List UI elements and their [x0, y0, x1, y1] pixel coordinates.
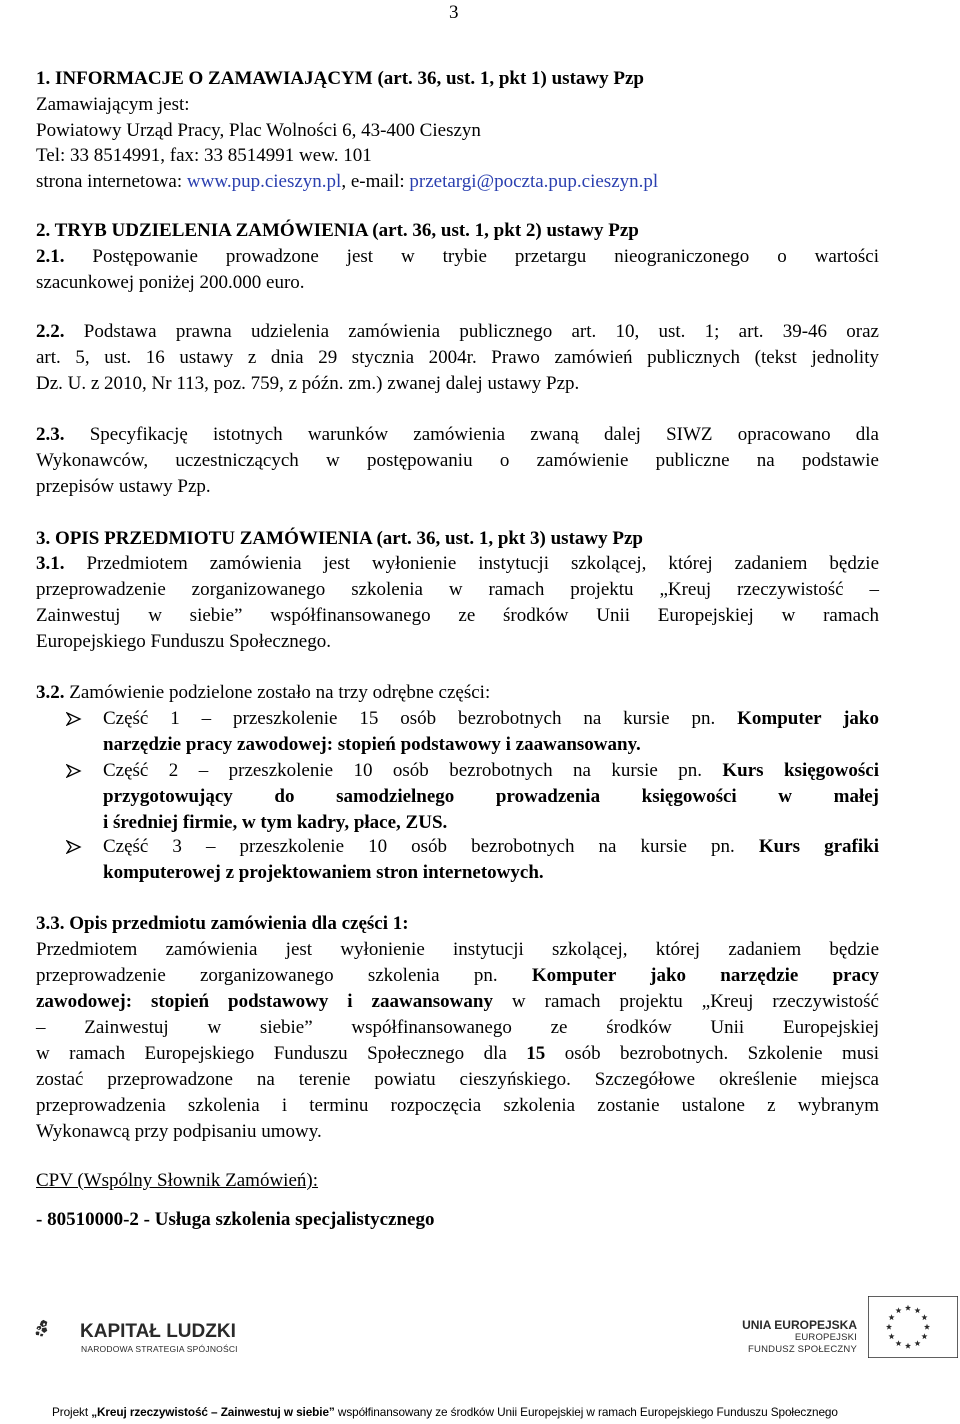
email-link[interactable]: przetargi@poczta.pup.cieszyn.pl [409, 171, 659, 192]
paragraph-2-1-line: szacunkowej poniżej 200.000 euro. [36, 272, 305, 293]
bullet-3-line [103, 834, 879, 860]
paragraph-text: w ramach Europejskiego Funduszu Społecznego dla [36, 1043, 527, 1064]
bullet-emphasis: Komputer jako [737, 708, 879, 729]
ue-fund-line: FUNDUSZ SPOŁECZNY [748, 1344, 857, 1355]
paragraph-3-1-line [36, 551, 879, 577]
footnote-text: współfinansowany ze środków Unii Europejskiej w ramach Europejskiego Funduszu Społecznego [334, 1405, 838, 1419]
paragraph-number: 3.2. [36, 682, 65, 703]
section-1-contact-line [36, 169, 658, 195]
paragraph-3-1-line: Europejskiego Funduszu Społecznego. [36, 631, 331, 652]
paragraph-3-3-heading [36, 911, 409, 937]
paragraph-3-3-line [36, 963, 879, 989]
cpv-heading: CPV (Wspólny Słownik Zamówień): [36, 1170, 319, 1191]
paragraph-2-2-line: art. 5, ust. 16 ustawy z dnia 29 stycznia 2004r. Prawo zamówień publicznych (tekst jednolity [36, 347, 879, 368]
kapital-ludzki-title: KAPITAŁ LUDZKI [80, 1321, 236, 1342]
paragraph-3-3-line: Wykonawcą przy podpisaniu umowy. [36, 1121, 322, 1142]
section-3-heading: 3. OPIS PRZEDMIOTU ZAMÓWIENIA (art. 36, ust. 1, pkt 3) ustawy Pzp [36, 528, 643, 549]
bullet-2-line: i średniej firmie, w tym kadry, płace, ZUS. [103, 812, 448, 833]
paragraph-3-3-line: – Zainwestuj w siebie” współfinansowanego ze środków Unii Europejskiej [36, 1017, 879, 1038]
bullet-emphasis: Kurs grafiki [758, 836, 879, 857]
paragraph-text: Postępowanie prowadzone jest w trybie przetargu nieograniczonego o wartości [64, 246, 879, 267]
paragraph-3-3-line [36, 1041, 879, 1067]
section-1-phone: Tel: 33 8514991, fax: 33 8514991 wew. 101 [36, 145, 372, 166]
paragraph-3-3-line: zostać przeprowadzone na terenie powiatu cieszyńskiego. Szczegółowe określenie miejsca [36, 1069, 879, 1090]
paragraph-number: 3.3. [36, 913, 65, 934]
paragraph-emphasis: 15 [526, 1043, 546, 1064]
paragraph-number: 3.1. [36, 553, 65, 574]
paragraph-number: 2.2. [36, 321, 65, 342]
paragraph-text: w ramach projektu „Kreuj rzeczywistość [492, 991, 879, 1012]
paragraph-3-3-line: przeprowadzenia szkolenia i terminu rozpoczęcia szkolenia zostanie ustalone z wybranym [36, 1095, 879, 1116]
paragraph-2-3-line [36, 422, 879, 448]
paragraph-3-3-line: Przedmiotem zamówienia jest wyłonienie instytucji szkolącej, której zadaniem będzie [36, 939, 879, 960]
ue-title: UNIA EUROPEJSKA [742, 1318, 857, 1332]
paragraph-3-1-line: Zainwestuj w siebie” współfinansowanego ze środków Unii Europejskiej w ramach [36, 605, 879, 626]
bullet-2-line: przygotowujący do samodzielnego prowadzenia księgowości w małej [103, 786, 879, 807]
arrow-bullet-icon [66, 712, 82, 726]
paragraph-text: osób bezrobotnych. Szkolenie musi [545, 1043, 879, 1064]
email-label: , e-mail: [341, 171, 410, 192]
paragraph-text: Przedmiotem zamówienia jest wyłonienie instytucji szkolącej, której zadaniem będzie [64, 553, 879, 574]
project-name: „Kreuj rzeczywistość – Zainwestuj w siebie” [91, 1405, 335, 1419]
paragraph-3-1-line: przeprowadzenie zorganizowanego szkolenia w ramach projektu „Kreuj rzeczywistość – [36, 579, 879, 600]
paragraph-2-2-line: Dz. U. z 2010, Nr 113, poz. 759, z późn. zm.) zwanej dalej ustawy Pzp. [36, 373, 580, 394]
bullet-2-line [103, 758, 879, 784]
paragraph-2-3-line: przepisów ustawy Pzp. [36, 476, 211, 497]
website-label: strona internetowa: [36, 171, 187, 192]
ue-logo-text [742, 1318, 857, 1356]
bullet-1-line [103, 706, 879, 732]
bullet-text: Część 1 – przeszkolenie 15 osób bezrobotnych na kursie pn. [103, 708, 738, 729]
paragraph-2-2-line [36, 319, 879, 345]
paragraph-2-1-line [36, 244, 879, 270]
paragraph-3-3-line [36, 989, 879, 1015]
paragraph-emphasis: Komputer jako narzędzie pracy [531, 965, 880, 986]
eu-flag-icon [868, 1296, 958, 1358]
paragraph-heading-text: Opis przedmiotu zamówienia dla części 1: [64, 913, 409, 934]
paragraph-text: Podstawa prawna udzielenia zamówienia publicznego art. 10, ust. 1; art. 39-46 oraz [64, 321, 879, 342]
section-2-heading: 2. TRYB UDZIELENIA ZAMÓWIENIA (art. 36, ust. 1, pkt 2) ustawy Pzp [36, 220, 639, 241]
section-1-line: Zamawiającym jest: [36, 94, 190, 115]
kapital-ludzki-subtitle: NARODOWA STRATEGIA SPÓJNOŚCI [81, 1344, 238, 1354]
paragraph-text: Specyfikację istotnych warunków zamówienia zwaną dalej SIWZ opracowano dla [64, 424, 879, 445]
project-footnote [52, 1405, 838, 1419]
paragraph-2-3-line: Wykonawców, uczestniczących w postępowaniu o zamówienie publiczne na podstawie [36, 450, 879, 471]
bullet-emphasis: Kurs księgowości [722, 760, 879, 781]
paragraph-text: przeprowadzenie zorganizowanego szkolenia pn. [36, 965, 532, 986]
paragraph-3-2-line [36, 680, 490, 706]
paragraph-emphasis: zawodowej: stopień podstawowy i zaawansowany [36, 991, 493, 1012]
arrow-bullet-icon [66, 840, 82, 854]
paragraph-number: 2.3. [36, 424, 65, 445]
cpv-code: - 80510000-2 - Usługa szkolenia specjalistycznego [36, 1209, 435, 1230]
ue-fund-line: EUROPEJSKI [794, 1332, 857, 1343]
bullet-text: Część 2 – przeszkolenie 10 osób bezrobotnych na kursie pn. [103, 760, 723, 781]
page-number: 3 [449, 2, 459, 23]
bullet-1-line: narzędzie pracy zawodowej: stopień podstawowy i zaawansowany. [103, 734, 641, 755]
bullet-text: Część 3 – przeszkolenie 10 osób bezrobotnych na kursie pn. [103, 836, 759, 857]
section-1-address: Powiatowy Urząd Pracy, Plac Wolności 6, 43-400 Cieszyn [36, 120, 481, 141]
paragraph-text: Zamówienie podzielone zostało na trzy odrębne części: [64, 682, 491, 703]
website-link[interactable]: www.pup.cieszyn.pl [186, 171, 342, 192]
footnote-text: Projekt [52, 1405, 92, 1419]
paragraph-number: 2.1. [36, 246, 65, 267]
arrow-bullet-icon [66, 764, 82, 778]
bullet-3-line: komputerowej z projektowaniem stron internetowych. [103, 862, 544, 883]
section-1-heading: 1. INFORMACJE O ZAMAWIAJĄCYM (art. 36, ust. 1, pkt 1) ustawy Pzp [36, 68, 644, 89]
